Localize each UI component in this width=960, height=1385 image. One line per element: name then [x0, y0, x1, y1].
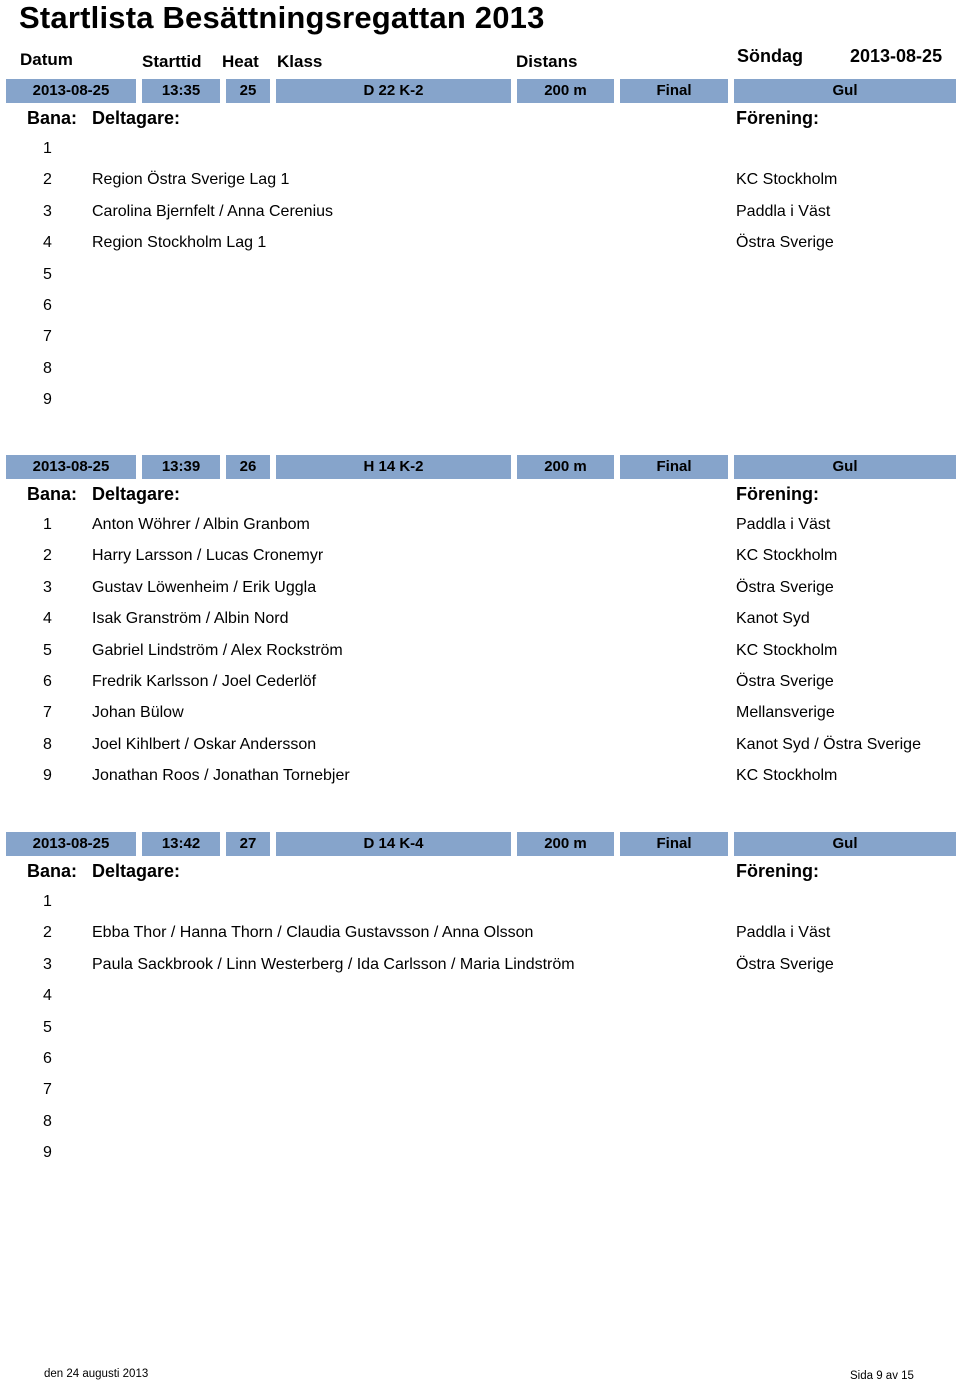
race-stage: Final: [620, 832, 728, 856]
race-time: 13:39: [142, 455, 220, 479]
club-name: KC Stockholm: [736, 642, 838, 659]
club-name: Paddla i Väst: [736, 924, 831, 941]
lane-row: [0, 259, 960, 290]
race-distance: 200 m: [517, 79, 614, 103]
page-title: Startlista Besättningsregattan 2013: [19, 0, 545, 35]
race-time: 13:42: [142, 832, 220, 856]
club-name: Paddla i Väst: [736, 203, 831, 220]
lane-row: [0, 1074, 960, 1105]
lane-number: 8: [43, 360, 52, 377]
label-forening: Förening:: [736, 108, 819, 128]
lane-row: [0, 133, 960, 164]
header-distans: Distans: [516, 52, 578, 71]
club-name: KC Stockholm: [736, 767, 838, 784]
label-deltagare: Deltagare:: [92, 861, 181, 881]
lane-number: 2: [43, 924, 52, 941]
race-block: [0, 832, 960, 1187]
participant-name: Gustav Löwenheim / Erik Uggla: [92, 579, 317, 596]
lane-number: 7: [43, 1081, 52, 1098]
lane-row: [0, 196, 960, 227]
lane-row: [0, 227, 960, 258]
lane-number: 7: [43, 704, 52, 721]
participant-name: Jonathan Roos / Jonathan Tornebjer: [92, 767, 350, 784]
club-name: Östra Sverige: [736, 956, 834, 973]
lane-number: 5: [43, 266, 52, 283]
participant-name: Gabriel Lindström / Alex Rockström: [92, 642, 343, 659]
label-bana: Bana:: [27, 861, 78, 881]
lane-number: 8: [43, 736, 52, 753]
lane-row: [0, 729, 960, 760]
participant-name: Fredrik Karlsson / Joel Cederlöf: [92, 673, 317, 690]
lane-number: 1: [43, 893, 52, 910]
lane-number: 3: [43, 203, 52, 220]
header-heat: Heat: [222, 52, 259, 71]
header-datum: Datum: [20, 50, 73, 69]
race-block: [0, 79, 960, 434]
lane-row: [0, 635, 960, 666]
lane-row: [0, 1043, 960, 1074]
lane-number: 5: [43, 1019, 52, 1036]
club-name: Östra Sverige: [736, 579, 834, 596]
lane-number: 5: [43, 642, 52, 659]
club-name: Mellansverige: [736, 704, 835, 721]
lane-number: 6: [43, 673, 52, 690]
club-name: Kanot Syd: [736, 610, 810, 627]
race-class: D 14 K-4: [276, 832, 511, 856]
lane-row: [0, 164, 960, 195]
participant-name: Isak Granström / Albin Nord: [92, 610, 289, 627]
lane-number: 1: [43, 516, 52, 533]
club-name: KC Stockholm: [736, 171, 838, 188]
column-labels: [0, 857, 960, 887]
race-class: D 22 K-2: [276, 79, 511, 103]
lane-row: [0, 603, 960, 634]
race-date: 2013-08-25: [6, 832, 136, 856]
footer-print-date: den 24 augusti 2013: [44, 1368, 149, 1380]
lane-row: [0, 384, 960, 415]
lane-number: 9: [43, 1144, 52, 1161]
race-class: H 14 K-2: [276, 455, 511, 479]
lane-row: [0, 1137, 960, 1168]
lane-number: 9: [43, 767, 52, 784]
lane-row: [0, 760, 960, 791]
header-klass: Klass: [277, 52, 323, 71]
race-date: 2013-08-25: [6, 79, 136, 103]
lane-number: 9: [43, 391, 52, 408]
header-day: Söndag: [737, 46, 803, 66]
race-heat: 25: [226, 79, 270, 103]
label-forening: Förening:: [736, 484, 819, 504]
label-bana: Bana:: [27, 108, 78, 128]
lane-number: 2: [43, 171, 52, 188]
column-labels: [0, 480, 960, 510]
participant-name: Region Östra Sverige Lag 1: [92, 171, 290, 188]
race-date: 2013-08-25: [6, 455, 136, 479]
lane-row: [0, 666, 960, 697]
lane-row: [0, 697, 960, 728]
race-heat: 27: [226, 832, 270, 856]
club-name: Östra Sverige: [736, 234, 834, 251]
header-starttid: Starttid: [142, 52, 202, 71]
club-name: Paddla i Väst: [736, 516, 831, 533]
race-distance: 200 m: [517, 832, 614, 856]
lane-number: 3: [43, 956, 52, 973]
label-forening: Förening:: [736, 861, 819, 881]
label-deltagare: Deltagare:: [92, 108, 181, 128]
lane-row: [0, 353, 960, 384]
lane-row: [0, 886, 960, 917]
lane-row: [0, 321, 960, 352]
race-block: [0, 455, 960, 810]
race-color: Gul: [734, 832, 956, 856]
lane-row: [0, 980, 960, 1011]
label-deltagare: Deltagare:: [92, 484, 181, 504]
lane-number: 1: [43, 140, 52, 157]
lane-row: [0, 290, 960, 321]
lane-number: 4: [43, 610, 52, 627]
lane-number: 7: [43, 328, 52, 345]
race-heat: 26: [226, 455, 270, 479]
participant-name: Carolina Bjernfelt / Anna Cerenius: [92, 203, 334, 220]
lane-number: 3: [43, 579, 52, 596]
header-date: 2013-08-25: [850, 46, 943, 66]
lane-number: 2: [43, 547, 52, 564]
lane-number: 4: [43, 987, 52, 1004]
lane-row: [0, 540, 960, 571]
race-time: 13:35: [142, 79, 220, 103]
lane-number: 4: [43, 234, 52, 251]
race-stage: Final: [620, 455, 728, 479]
race-color: Gul: [734, 455, 956, 479]
participant-name: Anton Wöhrer / Albin Granbom: [92, 516, 310, 533]
club-name: KC Stockholm: [736, 547, 838, 564]
race-stage: Final: [620, 79, 728, 103]
participant-name: Region Stockholm Lag 1: [92, 234, 267, 251]
lane-number: 8: [43, 1113, 52, 1130]
race-color: Gul: [734, 79, 956, 103]
participant-name: Harry Larsson / Lucas Cronemyr: [92, 547, 324, 564]
lane-row: [0, 572, 960, 603]
participant-name: Johan Bülow: [92, 704, 184, 721]
lane-row: [0, 509, 960, 540]
club-name: Kanot Syd / Östra Sverige: [736, 736, 921, 753]
participant-name: Paula Sackbrook / Linn Westerberg / Ida Carlsson / Maria Lindström: [92, 956, 575, 973]
lane-row: [0, 1012, 960, 1043]
lane-row: [0, 1106, 960, 1137]
lane-row: [0, 949, 960, 980]
lane-number: 6: [43, 1050, 52, 1067]
race-distance: 200 m: [517, 455, 614, 479]
footer-page-number: Sida 9 av 15: [850, 1370, 914, 1382]
participant-name: Joel Kihlbert / Oskar Andersson: [92, 736, 317, 753]
participant-name: Ebba Thor / Hanna Thorn / Claudia Gustavsson / Anna Olsson: [92, 924, 534, 941]
club-name: Östra Sverige: [736, 673, 834, 690]
lane-row: [0, 917, 960, 948]
lane-number: 6: [43, 297, 52, 314]
label-bana: Bana:: [27, 484, 78, 504]
column-labels: [0, 104, 960, 134]
